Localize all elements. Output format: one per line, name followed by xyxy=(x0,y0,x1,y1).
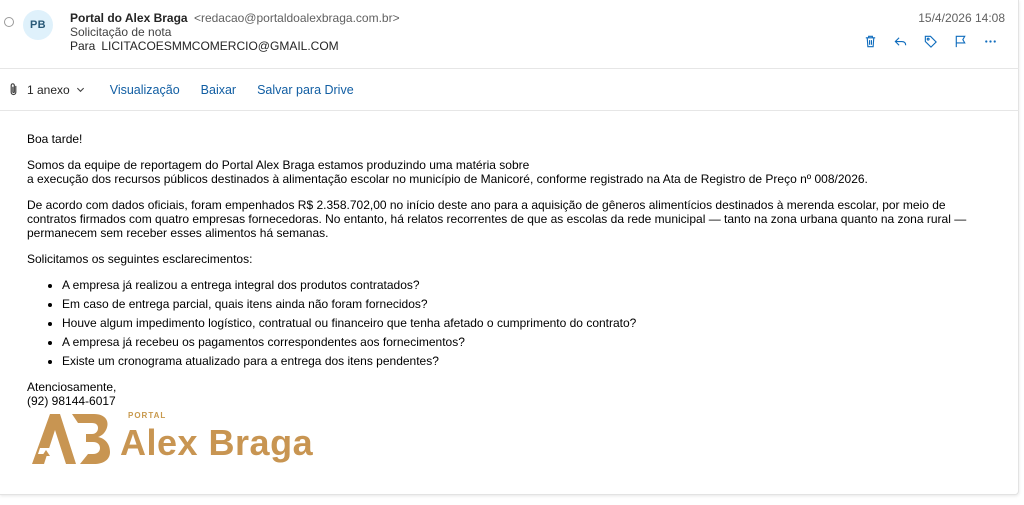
avatar[interactable]: PB xyxy=(23,10,53,40)
received-date: 15/4/2026 14:08 xyxy=(918,11,1005,25)
to-line xyxy=(70,39,339,53)
intro-line-1: Somos da equipe de reportagem do Portal Alex Braga estamos produzindo uma matéria sobre xyxy=(27,158,530,172)
attachment-count[interactable]: 1 anexo xyxy=(27,82,70,97)
context-paragraph: De acordo com dados oficiais, foram empenhados R$ 2.358.702,00 no início deste ano para a aquisição de gêneros alimentícios destinados à merenda escolar, por meio de contratos firmados com quatro empresas fornecedoras. No entanto, há relatos recorrentes de que as escolas da rede municipal — tanto na zona urbana quanto na zona rural — permanecem sem receber esses alimentos há semanas. xyxy=(27,198,967,240)
recipient-email[interactable]: LICITACOESMMCOMERCIO@GMAIL.COM xyxy=(101,39,339,53)
intro-paragraph xyxy=(27,158,997,186)
subject-line: Solicitação de nota xyxy=(70,25,172,39)
closing-text: Atenciosamente, xyxy=(27,380,117,394)
list-item: • Houve algum impedimento logístico, contratual ou financeiro que tenha afetado o cumprimento do contrato? xyxy=(62,316,997,330)
reply-icon xyxy=(893,34,908,49)
preview-link[interactable]: Visualização xyxy=(109,82,180,97)
logo-portal-text: PORTAL xyxy=(128,411,167,420)
more-actions-button[interactable] xyxy=(975,32,1005,50)
message-header xyxy=(0,0,1019,68)
delete-button[interactable] xyxy=(855,32,885,50)
questions-list xyxy=(62,278,997,368)
ab-monogram-icon xyxy=(28,410,112,466)
sender-line xyxy=(70,11,400,25)
chevron-down-icon[interactable] xyxy=(76,85,85,94)
attachment-bar xyxy=(0,69,1019,110)
sender-name[interactable]: Portal do Alex Braga xyxy=(70,11,188,25)
download-link[interactable]: Baixar xyxy=(200,82,237,97)
phone-number: (92) 98144-6017 xyxy=(27,394,116,408)
tag-icon xyxy=(923,34,938,49)
list-item: • Existe um cronograma atualizado para a entrega dos itens pendentes? xyxy=(62,354,997,368)
reply-button[interactable] xyxy=(885,32,915,50)
paperclip-icon xyxy=(6,82,20,98)
select-radio[interactable] xyxy=(4,17,14,27)
save-to-drive-link[interactable]: Salvar para Drive xyxy=(257,82,354,97)
portal-logo xyxy=(28,408,348,468)
attachment-divider xyxy=(0,110,1019,111)
signature xyxy=(27,380,997,408)
list-item: • A empresa já recebeu os pagamentos correspondentes aos fornecimentos? xyxy=(62,335,997,349)
request-paragraph: Solicitamos os seguintes esclarecimentos: xyxy=(27,252,253,266)
sender-email[interactable]: <redacao@portaldoalexbraga.com.br> xyxy=(193,11,400,25)
flag-icon xyxy=(953,34,968,49)
more-icon xyxy=(983,34,998,49)
tag-button[interactable] xyxy=(915,32,945,50)
message-body xyxy=(27,132,997,420)
message-actions xyxy=(855,32,1005,50)
list-item: • Em caso de entrega parcial, quais itens ainda não foram fornecidos? xyxy=(62,297,997,311)
logo-name-text: Alex Braga xyxy=(120,422,314,463)
intro-line-2: a execução dos recursos públicos destinados à alimentação escolar no município de Manicoré, conforme registrado na Ata de Registro de Preço nº 008/2026. xyxy=(27,172,868,186)
to-label: Para xyxy=(70,39,96,53)
list-item: • A empresa já realizou a entrega integral dos produtos contratados? xyxy=(62,278,997,292)
trash-icon xyxy=(863,34,878,49)
greeting: Boa tarde! xyxy=(27,132,83,146)
flag-button[interactable] xyxy=(945,32,975,50)
